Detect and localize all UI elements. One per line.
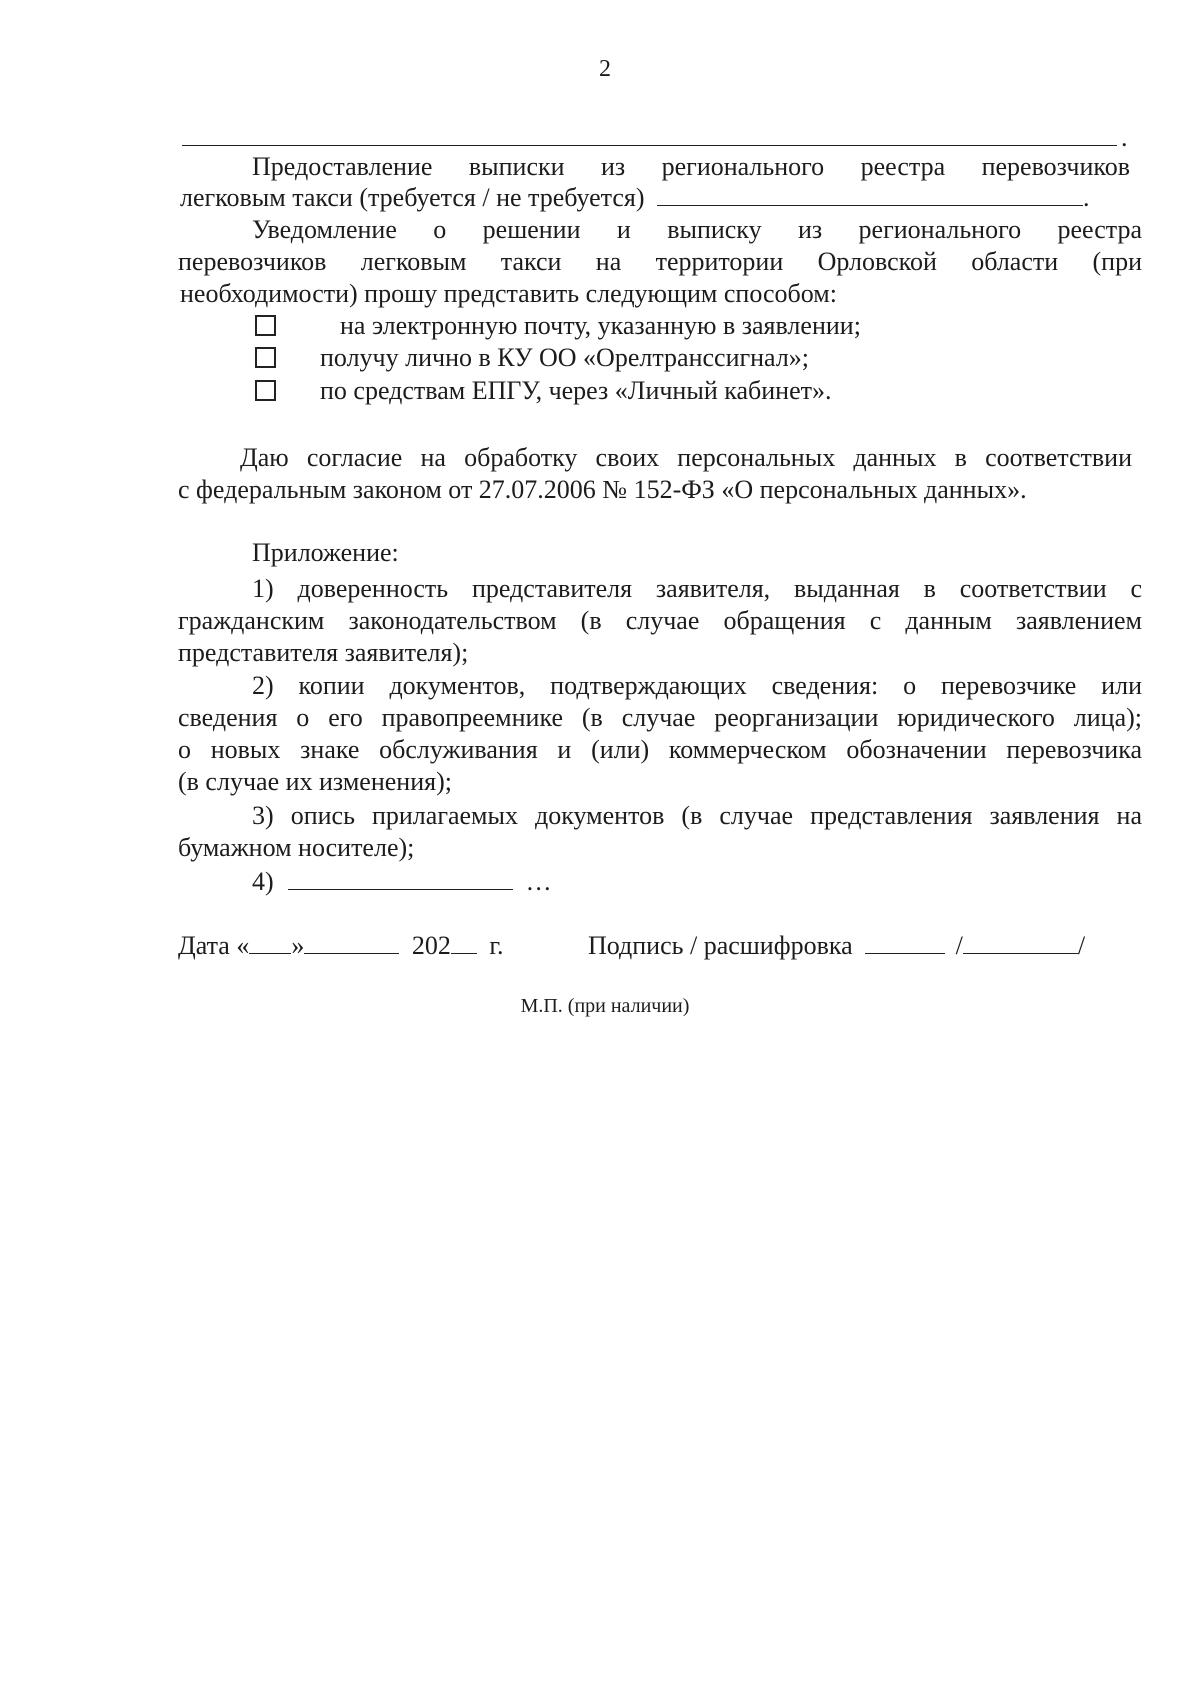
attachment-4-ellipsis: … (525, 867, 552, 896)
extract-request-text: легковым такси (требуется / не требуется) (180, 183, 645, 212)
signature-slash-1: / (955, 931, 963, 960)
notification-line1: Уведомление о решении и выписку из регионального реестра (252, 215, 1142, 244)
attachment-2-line4: (в случае их изменения); (178, 767, 452, 796)
attachment-2-line2: сведения о его правопреемнике (в случае реорганизации юридического лица); (178, 703, 1142, 732)
notification-line2: перевозчиков легковым такси на территории Орловской области (при (178, 247, 1142, 276)
date-day-field[interactable] (249, 933, 291, 954)
date-year-field[interactable] (451, 933, 477, 954)
consent-line2: с федеральным законом от 27.07.2006 № 152-ФЗ «О персональных данных». (178, 475, 1027, 504)
signature-label: Подпись / расшифровка (588, 931, 853, 960)
attachment-4-field[interactable] (288, 869, 513, 890)
option-email-checkbox[interactable] (255, 313, 276, 343)
attachment-4 (252, 866, 552, 898)
date-close-quote: » (291, 931, 305, 960)
attachment-1-line1: 1) доверенность представителя заявителя, выданная в соответствии с (252, 574, 1142, 603)
signature-field (588, 930, 1085, 962)
date-year-suffix: г. (489, 931, 504, 960)
extract-request-line1: Предоставление выписки из регионального реестра перевозчиков (252, 152, 1130, 181)
option-in-person-checkbox[interactable] (255, 345, 276, 375)
attachment-2-line1: 2) копии документов, подтверждающих сведения: о перевозчике или (252, 671, 1142, 700)
attachment-4-number: 4) (252, 867, 274, 896)
extract-required-field[interactable] (657, 185, 1083, 206)
attachment-3-line2: бумажном носителе); (178, 833, 415, 862)
date-month-field[interactable] (304, 933, 399, 954)
consent-line1: Даю согласие на обработку своих персональных данных в соответствии (240, 443, 1132, 472)
option-epgu-checkbox[interactable] (255, 378, 276, 408)
signature-slash-2: / (1077, 931, 1086, 960)
attachment-1-line2: гражданским законодательством (в случае обращения с данным заявлением (178, 606, 1142, 635)
page-number: 2 (599, 56, 611, 82)
option-email-label: на электронную почту, указанную в заявлении; (340, 311, 861, 340)
attachment-1-line3: представителя заявителя); (178, 638, 469, 667)
attachments-heading: Приложение: (252, 538, 399, 567)
extract-request-line2 (180, 182, 1150, 214)
signature-field-line[interactable] (865, 933, 945, 954)
attachment-2-line3: о новых знаке обслуживания и (или) коммерческом обозначении перевозчика (178, 735, 1142, 764)
extract-request-end: . (1083, 183, 1090, 212)
blank-line (182, 145, 1117, 146)
stamp-note: М.П. (при наличии) (520, 995, 690, 1017)
date-year: 202 (411, 931, 451, 960)
notification-line3: необходимости) прошу представить следующим способом: (180, 279, 837, 308)
blank-line-end: . (1121, 123, 1128, 152)
attachment-3-line1: 3) опись прилагаемых документов (в случае представления заявления на (252, 801, 1142, 830)
option-in-person-label: получу лично в КУ ОО «Орелтранссигнал»; (320, 343, 810, 372)
date-field (178, 930, 504, 962)
signature-name-field[interactable] (963, 933, 1078, 954)
option-epgu-label: по средствам ЕПГУ, через «Личный кабинет». (320, 376, 832, 405)
date-prefix: Дата « (178, 931, 250, 960)
